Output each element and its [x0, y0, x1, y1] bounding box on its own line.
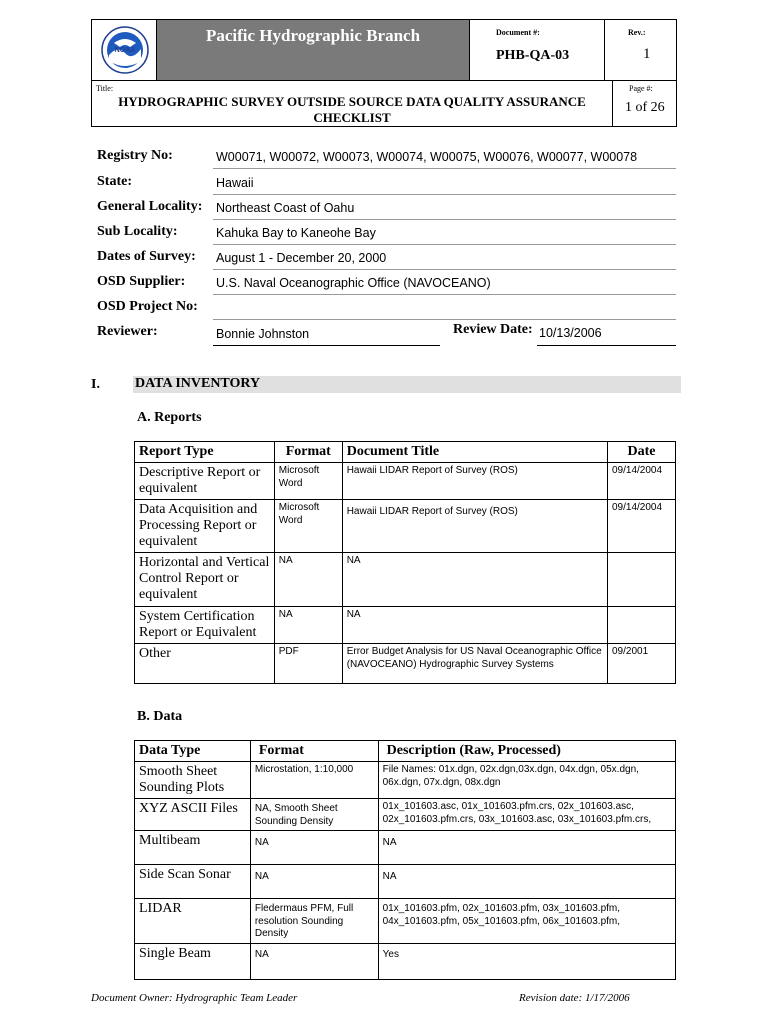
- revision-label: Rev.:: [628, 28, 646, 37]
- report-format: PDF: [274, 644, 342, 684]
- data-type: Multibeam: [135, 831, 251, 865]
- data-description: NA: [378, 831, 675, 865]
- report-type: Horizontal and Vertical Control Report or equivalent: [135, 553, 275, 607]
- general-locality-value: Northeast Coast of Oahu: [213, 198, 676, 220]
- registry-label: Registry No:: [97, 148, 173, 163]
- report-format: Microsoft Word: [274, 463, 342, 500]
- general-locality-label: General Locality:: [97, 199, 203, 214]
- report-date: [608, 607, 676, 644]
- branch-name: Pacific Hydrographic Branch: [205, 26, 421, 45]
- document-number: PHB-QA-03: [496, 48, 570, 63]
- table-row: [135, 553, 676, 607]
- table-row: [135, 799, 676, 831]
- data-description: 01x_101603.asc, 01x_101603.pfm.crs, 02x_101603.asc, 02x_101603.pfm.crs, 03x_101603.asc, 03x_101603.pfm.crs,: [378, 799, 675, 831]
- document-number-cell: [470, 20, 605, 80]
- document-number-label: Document #:: [496, 28, 540, 37]
- svg-text:NOAA: NOAA: [114, 47, 136, 54]
- table-row: [135, 943, 676, 979]
- data-col-type: Data Type: [135, 741, 251, 762]
- reports-table: [134, 441, 676, 684]
- state-label: State:: [97, 174, 132, 189]
- logo-cell: [92, 20, 157, 80]
- sub-locality-value: Kahuka Bay to Kaneohe Bay: [213, 223, 676, 245]
- report-title: Error Budget Analysis for US Naval Oceanographic Office (NAVOCEANO) Hydrographic Survey Systems: [342, 644, 607, 684]
- section-title: DATA INVENTORY: [135, 376, 261, 391]
- report-type: System Certification Report or Equivalent: [135, 607, 275, 644]
- data-description: File Names: 01x.dgn, 02x.dgn,03x.dgn, 04x.dgn, 05x.dgn, 06x.dgn, 07x.dgn, 08x.dgn: [378, 762, 675, 799]
- report-date: 09/2001: [608, 644, 676, 684]
- data-type: Smooth Sheet Sounding Plots: [135, 762, 251, 799]
- page-cell: [613, 81, 676, 127]
- document-title: [92, 94, 612, 126]
- report-title: Hawaii LIDAR Report of Survey (ROS): [342, 463, 607, 500]
- reports-header-row: [135, 442, 676, 463]
- data-type: XYZ ASCII Files: [135, 799, 251, 831]
- report-title: NA: [342, 607, 607, 644]
- data-description: Yes: [378, 943, 675, 979]
- reports-col-title: Document Title: [342, 442, 607, 463]
- osd-supplier-label: OSD Supplier:: [97, 274, 186, 289]
- table-row: [135, 865, 676, 899]
- data-table: [134, 740, 676, 980]
- table-row: [135, 762, 676, 799]
- revision-cell: [605, 20, 676, 80]
- report-type: Other: [135, 644, 275, 684]
- reports-heading: A. Reports: [137, 410, 202, 425]
- report-date: 09/14/2004: [608, 500, 676, 553]
- sub-locality-label: Sub Locality:: [97, 224, 178, 239]
- footer-owner: Document Owner: Hydrographic Team Leader: [91, 992, 298, 1004]
- title-cell: [92, 81, 613, 127]
- data-format: NA, Smooth Sheet Sounding Density: [250, 799, 378, 831]
- data-description: NA: [378, 865, 675, 899]
- table-row: [135, 644, 676, 684]
- table-row: [135, 831, 676, 865]
- data-type: Single Beam: [135, 943, 251, 979]
- report-title: NA: [342, 553, 607, 607]
- report-type: Descriptive Report or equivalent: [135, 463, 275, 500]
- section-bar: [133, 376, 681, 393]
- table-row: [135, 899, 676, 944]
- data-type: LIDAR: [135, 899, 251, 944]
- page-value: 1 of 26: [625, 100, 665, 115]
- data-description: 01x_101603.pfm, 02x_101603.pfm, 03x_101603.pfm, 04x_101603.pfm, 05x_101603.pfm, 06x_101603.pfm,: [378, 899, 675, 944]
- dates-of-survey-label: Dates of Survey:: [97, 249, 196, 264]
- report-title: Hawaii LIDAR Report of Survey (ROS): [342, 500, 607, 553]
- title-label: Title:: [96, 84, 114, 93]
- data-format: NA: [250, 831, 378, 865]
- report-date: [608, 553, 676, 607]
- title-row: [92, 80, 676, 126]
- osd-project-label: OSD Project No:: [97, 299, 198, 314]
- data-header-row: [135, 741, 676, 762]
- report-type: Data Acquisition and Processing Report or equivalent: [135, 500, 275, 553]
- document-title-line1: HYDROGRAPHIC SURVEY OUTSIDE SOURCE DATA QUALITY ASSURANCE: [118, 94, 586, 109]
- reviewer-value: Bonnie Johnston: [213, 324, 440, 346]
- data-format: NA: [250, 865, 378, 899]
- table-row: [135, 607, 676, 644]
- dates-of-survey-value: August 1 - December 20, 2000: [213, 248, 676, 270]
- reports-col-date: Date: [608, 442, 676, 463]
- noaa-logo-icon: [100, 25, 150, 75]
- title-band: [157, 20, 470, 80]
- report-date: 09/14/2004: [608, 463, 676, 500]
- section-number: I.: [91, 377, 100, 392]
- data-format: Fledermaus PFM, Full resolution Sounding Density: [250, 899, 378, 944]
- reports-col-type: Report Type: [135, 442, 275, 463]
- document-title-line2: CHECKLIST: [313, 110, 391, 125]
- registry-value: W00071, W00072, W00073, W00074, W00075, W00076, W00077, W00078: [213, 147, 676, 169]
- reports-col-format: Format: [274, 442, 342, 463]
- review-date-label: Review Date:: [453, 322, 533, 337]
- data-col-description: Description (Raw, Processed): [378, 741, 675, 762]
- data-format: Microstation, 1:10,000: [250, 762, 378, 799]
- data-heading: B. Data: [137, 709, 183, 724]
- report-format: NA: [274, 607, 342, 644]
- table-row: [135, 463, 676, 500]
- osd-supplier-value: U.S. Naval Oceanographic Office (NAVOCEANO): [213, 273, 676, 295]
- document-header: [91, 19, 677, 127]
- data-type: Side Scan Sonar: [135, 865, 251, 899]
- revision-value: 1: [643, 46, 651, 62]
- osd-project-value: [213, 298, 676, 320]
- data-format: NA: [250, 943, 378, 979]
- state-value: Hawaii: [213, 173, 676, 195]
- report-format: NA: [274, 553, 342, 607]
- reviewer-label: Reviewer:: [97, 324, 158, 339]
- report-format: Microsoft Word: [274, 500, 342, 553]
- table-row: [135, 500, 676, 553]
- data-col-format: Format: [250, 741, 378, 762]
- page-label: Page #:: [629, 84, 653, 93]
- footer-revision-date: Revision date: 1/17/2006: [519, 992, 630, 1004]
- review-date-value: 10/13/2006: [537, 326, 676, 346]
